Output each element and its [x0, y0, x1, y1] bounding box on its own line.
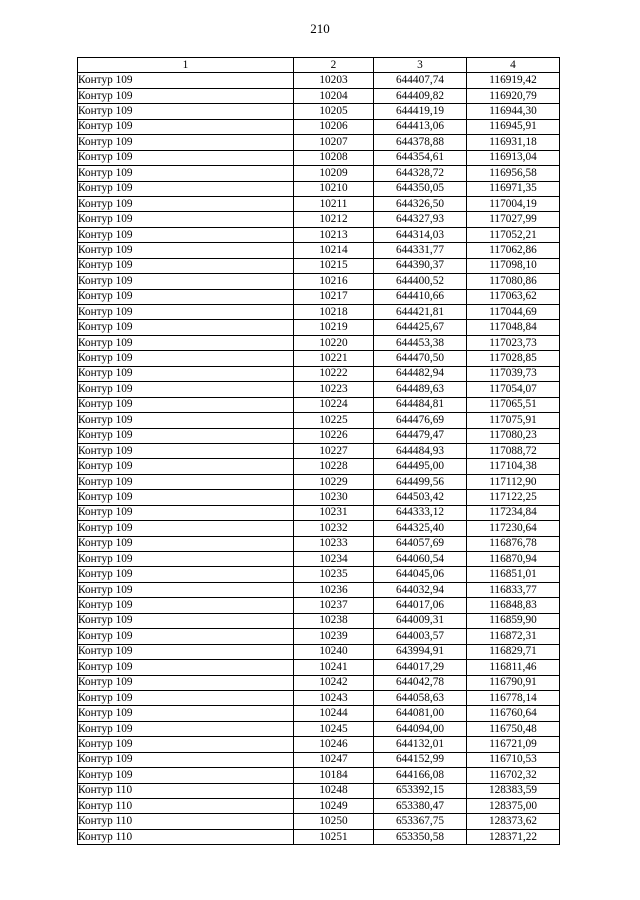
x-coordinate-cell: 644495,00: [374, 459, 467, 474]
table-row: [78, 274, 560, 289]
x-coordinate-cell: 644409,82: [374, 88, 467, 103]
contour-name-cell: Контур 109: [78, 258, 294, 273]
y-coordinate-cell: 117088,72: [467, 443, 560, 458]
point-number-cell: 10230: [294, 490, 374, 505]
y-coordinate-cell: 116931,18: [467, 135, 560, 150]
table-row: [78, 706, 560, 721]
table-row: [78, 382, 560, 397]
x-coordinate-cell: 644314,03: [374, 227, 467, 242]
x-coordinate-cell: 644378,88: [374, 135, 467, 150]
point-number-cell: 10228: [294, 459, 374, 474]
x-coordinate-cell: 644407,74: [374, 73, 467, 88]
contour-name-cell: Контур 109: [78, 413, 294, 428]
point-number-cell: 10216: [294, 274, 374, 289]
contour-name-cell: Контур 109: [78, 104, 294, 119]
table-row: [78, 721, 560, 736]
point-number-cell: 10221: [294, 351, 374, 366]
y-coordinate-cell: 116872,31: [467, 629, 560, 644]
contour-name-cell: Контур 109: [78, 598, 294, 613]
y-coordinate-cell: 128371,22: [467, 829, 560, 844]
contour-name-cell: Контур 109: [78, 397, 294, 412]
y-coordinate-cell: 117054,07: [467, 382, 560, 397]
point-number-cell: 10232: [294, 521, 374, 536]
contour-name-cell: Контур 109: [78, 88, 294, 103]
y-coordinate-cell: 117027,99: [467, 212, 560, 227]
table-row: [78, 73, 560, 88]
table-row: [78, 490, 560, 505]
point-number-cell: 10242: [294, 675, 374, 690]
contour-name-cell: Контур 109: [78, 351, 294, 366]
page-number: 210: [310, 21, 330, 36]
y-coordinate-cell: 117230,64: [467, 521, 560, 536]
x-coordinate-cell: 644003,57: [374, 629, 467, 644]
column-header-2: 2: [294, 58, 374, 73]
x-coordinate-cell: 644425,67: [374, 320, 467, 335]
x-coordinate-cell: 644331,77: [374, 243, 467, 258]
x-coordinate-cell: 644017,29: [374, 660, 467, 675]
point-number-cell: 10218: [294, 305, 374, 320]
contour-name-cell: Контур 109: [78, 521, 294, 536]
contour-name-cell: Контур 110: [78, 799, 294, 814]
y-coordinate-cell: 116956,58: [467, 166, 560, 181]
point-number-cell: 10245: [294, 721, 374, 736]
table-row: [78, 166, 560, 181]
x-coordinate-cell: 644482,94: [374, 366, 467, 381]
contour-name-cell: Контур 109: [78, 660, 294, 675]
point-number-cell: 10203: [294, 73, 374, 88]
contour-name-cell: Контур 109: [78, 459, 294, 474]
contour-name-cell: Контур 109: [78, 166, 294, 181]
point-number-cell: 10210: [294, 181, 374, 196]
point-number-cell: 10226: [294, 428, 374, 443]
y-coordinate-cell: 116944,30: [467, 104, 560, 119]
contour-name-cell: Контур 109: [78, 320, 294, 335]
point-number-cell: 10235: [294, 567, 374, 582]
x-coordinate-cell: 644094,00: [374, 721, 467, 736]
x-coordinate-cell: 644499,56: [374, 474, 467, 489]
x-coordinate-cell: 644032,94: [374, 582, 467, 597]
table-row: [78, 289, 560, 304]
y-coordinate-cell: 117104,38: [467, 459, 560, 474]
table-row: [78, 119, 560, 134]
point-number-cell: 10217: [294, 289, 374, 304]
table-row: [78, 829, 560, 844]
x-coordinate-cell: 644479,47: [374, 428, 467, 443]
x-coordinate-cell: 644419,19: [374, 104, 467, 119]
contour-name-cell: Контур 109: [78, 582, 294, 597]
table-row: [78, 582, 560, 597]
contour-name-cell: Контур 109: [78, 552, 294, 567]
x-coordinate-cell: 644453,38: [374, 335, 467, 350]
y-coordinate-cell: 116859,90: [467, 613, 560, 628]
coordinates-table: [77, 57, 560, 845]
y-coordinate-cell: 116760,64: [467, 706, 560, 721]
y-coordinate-cell: 117044,69: [467, 305, 560, 320]
x-coordinate-cell: 644333,12: [374, 505, 467, 520]
y-coordinate-cell: 117122,25: [467, 490, 560, 505]
table-row: [78, 552, 560, 567]
y-coordinate-cell: 117052,21: [467, 227, 560, 242]
table-row: [78, 536, 560, 551]
point-number-cell: 10208: [294, 150, 374, 165]
table-row: [78, 212, 560, 227]
table-row: [78, 675, 560, 690]
x-coordinate-cell: 653350,58: [374, 829, 467, 844]
x-coordinate-cell: 644325,40: [374, 521, 467, 536]
table-row: [78, 243, 560, 258]
contour-name-cell: Контур 109: [78, 474, 294, 489]
x-coordinate-cell: 644410,66: [374, 289, 467, 304]
table-row: [78, 799, 560, 814]
table-row: [78, 258, 560, 273]
point-number-cell: 10239: [294, 629, 374, 644]
point-number-cell: 10214: [294, 243, 374, 258]
contour-name-cell: Контур 109: [78, 737, 294, 752]
table-row: [78, 567, 560, 582]
point-number-cell: 10209: [294, 166, 374, 181]
table-row: [78, 459, 560, 474]
y-coordinate-cell: 116945,91: [467, 119, 560, 134]
table-row: [78, 521, 560, 536]
point-number-cell: 10236: [294, 582, 374, 597]
y-coordinate-cell: 128375,00: [467, 799, 560, 814]
x-coordinate-cell: 644350,05: [374, 181, 467, 196]
point-number-cell: 10215: [294, 258, 374, 273]
contour-name-cell: Контур 110: [78, 783, 294, 798]
table-row: [78, 814, 560, 829]
point-number-cell: 10249: [294, 799, 374, 814]
point-number-cell: 10244: [294, 706, 374, 721]
x-coordinate-cell: 644470,50: [374, 351, 467, 366]
contour-name-cell: Контур 109: [78, 629, 294, 644]
y-coordinate-cell: 116971,35: [467, 181, 560, 196]
y-coordinate-cell: 116778,14: [467, 690, 560, 705]
x-coordinate-cell: 644327,93: [374, 212, 467, 227]
y-coordinate-cell: 116848,83: [467, 598, 560, 613]
contour-name-cell: Контур 109: [78, 443, 294, 458]
y-coordinate-cell: 117039,73: [467, 366, 560, 381]
y-coordinate-cell: 116919,42: [467, 73, 560, 88]
point-number-cell: 10205: [294, 104, 374, 119]
y-coordinate-cell: 117080,86: [467, 274, 560, 289]
y-coordinate-cell: 117028,85: [467, 351, 560, 366]
header-row: [78, 58, 560, 73]
contour-name-cell: Контур 109: [78, 289, 294, 304]
x-coordinate-cell: 653380,47: [374, 799, 467, 814]
x-coordinate-cell: 644489,63: [374, 382, 467, 397]
y-coordinate-cell: 117023,73: [467, 335, 560, 350]
contour-name-cell: Контур 109: [78, 73, 294, 88]
point-number-cell: 10225: [294, 413, 374, 428]
contour-name-cell: Контур 109: [78, 644, 294, 659]
table-row: [78, 196, 560, 211]
point-number-cell: 10224: [294, 397, 374, 412]
point-number-cell: 10204: [294, 88, 374, 103]
point-number-cell: 10207: [294, 135, 374, 150]
table-row: [78, 366, 560, 381]
x-coordinate-cell: 644045,06: [374, 567, 467, 582]
point-number-cell: 10213: [294, 227, 374, 242]
contour-name-cell: Контур 109: [78, 135, 294, 150]
table-row: [78, 629, 560, 644]
point-number-cell: 10206: [294, 119, 374, 134]
contour-name-cell: Контур 109: [78, 181, 294, 196]
point-number-cell: 10220: [294, 335, 374, 350]
contour-name-cell: Контур 110: [78, 814, 294, 829]
column-header-1: 1: [78, 58, 294, 73]
contour-name-cell: Контур 109: [78, 613, 294, 628]
x-coordinate-cell: 644400,52: [374, 274, 467, 289]
table-row: [78, 413, 560, 428]
table-row: [78, 150, 560, 165]
x-coordinate-cell: 644421,81: [374, 305, 467, 320]
table-row: [78, 505, 560, 520]
y-coordinate-cell: 117080,23: [467, 428, 560, 443]
y-coordinate-cell: 116750,48: [467, 721, 560, 736]
x-coordinate-cell: 644017,06: [374, 598, 467, 613]
y-coordinate-cell: 128373,62: [467, 814, 560, 829]
table-row: [78, 783, 560, 798]
point-number-cell: 10247: [294, 752, 374, 767]
column-header-3: 3: [374, 58, 467, 73]
table-row: [78, 768, 560, 783]
y-coordinate-cell: 116829,71: [467, 644, 560, 659]
y-coordinate-cell: 116811,46: [467, 660, 560, 675]
contour-name-cell: Контур 109: [78, 567, 294, 582]
table-row: [78, 474, 560, 489]
point-number-cell: 10227: [294, 443, 374, 458]
y-coordinate-cell: 116790,91: [467, 675, 560, 690]
x-coordinate-cell: 644326,50: [374, 196, 467, 211]
contour-name-cell: Контур 110: [78, 829, 294, 844]
y-coordinate-cell: 116710,53: [467, 752, 560, 767]
contour-name-cell: Контур 109: [78, 119, 294, 134]
table-row: [78, 181, 560, 196]
x-coordinate-cell: 644166,08: [374, 768, 467, 783]
table-row: [78, 227, 560, 242]
x-coordinate-cell: 644060,54: [374, 552, 467, 567]
x-coordinate-cell: 644081,00: [374, 706, 467, 721]
y-coordinate-cell: 116721,09: [467, 737, 560, 752]
y-coordinate-cell: 117065,51: [467, 397, 560, 412]
y-coordinate-cell: 116833,77: [467, 582, 560, 597]
table-row: [78, 443, 560, 458]
contour-name-cell: Контур 109: [78, 536, 294, 551]
point-number-cell: 10234: [294, 552, 374, 567]
contour-name-cell: Контур 109: [78, 752, 294, 767]
point-number-cell: 10241: [294, 660, 374, 675]
table-row: [78, 104, 560, 119]
point-number-cell: 10184: [294, 768, 374, 783]
x-coordinate-cell: 644354,61: [374, 150, 467, 165]
column-header-4: 4: [467, 58, 560, 73]
table-row: [78, 428, 560, 443]
x-coordinate-cell: 653367,75: [374, 814, 467, 829]
table-row: [78, 397, 560, 412]
point-number-cell: 10211: [294, 196, 374, 211]
point-number-cell: 10243: [294, 690, 374, 705]
contour-name-cell: Контур 109: [78, 768, 294, 783]
point-number-cell: 10212: [294, 212, 374, 227]
table-row: [78, 305, 560, 320]
contour-name-cell: Контур 109: [78, 366, 294, 381]
table-row: [78, 644, 560, 659]
x-coordinate-cell: 644058,63: [374, 690, 467, 705]
x-coordinate-cell: 644132,01: [374, 737, 467, 752]
x-coordinate-cell: 644042,78: [374, 675, 467, 690]
x-coordinate-cell: 643994,91: [374, 644, 467, 659]
point-number-cell: 10248: [294, 783, 374, 798]
point-number-cell: 10251: [294, 829, 374, 844]
table-row: [78, 88, 560, 103]
contour-name-cell: Контур 109: [78, 212, 294, 227]
contour-name-cell: Контур 109: [78, 335, 294, 350]
point-number-cell: 10250: [294, 814, 374, 829]
point-number-cell: 10233: [294, 536, 374, 551]
table-row: [78, 752, 560, 767]
contour-name-cell: Контур 109: [78, 196, 294, 211]
contour-name-cell: Контур 109: [78, 305, 294, 320]
y-coordinate-cell: 117048,84: [467, 320, 560, 335]
y-coordinate-cell: 117234,84: [467, 505, 560, 520]
table-row: [78, 135, 560, 150]
y-coordinate-cell: 116876,78: [467, 536, 560, 551]
contour-name-cell: Контур 109: [78, 274, 294, 289]
table-row: [78, 613, 560, 628]
contour-name-cell: Контур 109: [78, 227, 294, 242]
table-row: [78, 351, 560, 366]
x-coordinate-cell: 644484,93: [374, 443, 467, 458]
table-row: [78, 598, 560, 613]
y-coordinate-cell: 116920,79: [467, 88, 560, 103]
x-coordinate-cell: 644152,99: [374, 752, 467, 767]
y-coordinate-cell: 117112,90: [467, 474, 560, 489]
contour-name-cell: Контур 109: [78, 721, 294, 736]
point-number-cell: 10231: [294, 505, 374, 520]
y-coordinate-cell: 117098,10: [467, 258, 560, 273]
y-coordinate-cell: 117063,62: [467, 289, 560, 304]
contour-name-cell: Контур 109: [78, 150, 294, 165]
x-coordinate-cell: 644328,72: [374, 166, 467, 181]
point-number-cell: 10229: [294, 474, 374, 489]
x-coordinate-cell: 653392,15: [374, 783, 467, 798]
x-coordinate-cell: 644503,42: [374, 490, 467, 505]
x-coordinate-cell: 644009,31: [374, 613, 467, 628]
contour-name-cell: Контур 109: [78, 706, 294, 721]
contour-name-cell: Контур 109: [78, 382, 294, 397]
table-row: [78, 660, 560, 675]
point-number-cell: 10222: [294, 366, 374, 381]
table-row: [78, 690, 560, 705]
point-number-cell: 10238: [294, 613, 374, 628]
point-number-cell: 10237: [294, 598, 374, 613]
x-coordinate-cell: 644413,06: [374, 119, 467, 134]
point-number-cell: 10219: [294, 320, 374, 335]
table-row: [78, 320, 560, 335]
contour-name-cell: Контур 109: [78, 690, 294, 705]
point-number-cell: 10240: [294, 644, 374, 659]
y-coordinate-cell: 116913,04: [467, 150, 560, 165]
x-coordinate-cell: 644484,81: [374, 397, 467, 412]
x-coordinate-cell: 644476,69: [374, 413, 467, 428]
table-row: [78, 335, 560, 350]
contour-name-cell: Контур 109: [78, 505, 294, 520]
y-coordinate-cell: 116870,94: [467, 552, 560, 567]
y-coordinate-cell: 116702,32: [467, 768, 560, 783]
y-coordinate-cell: 116851,01: [467, 567, 560, 582]
contour-name-cell: Контур 109: [78, 490, 294, 505]
table-row: [78, 737, 560, 752]
contour-name-cell: Контур 109: [78, 428, 294, 443]
y-coordinate-cell: 117075,91: [467, 413, 560, 428]
contour-name-cell: Контур 109: [78, 675, 294, 690]
point-number-cell: 10223: [294, 382, 374, 397]
y-coordinate-cell: 128383,59: [467, 783, 560, 798]
y-coordinate-cell: 117004,19: [467, 196, 560, 211]
point-number-cell: 10246: [294, 737, 374, 752]
y-coordinate-cell: 117062,86: [467, 243, 560, 258]
x-coordinate-cell: 644390,37: [374, 258, 467, 273]
x-coordinate-cell: 644057,69: [374, 536, 467, 551]
contour-name-cell: Контур 109: [78, 243, 294, 258]
